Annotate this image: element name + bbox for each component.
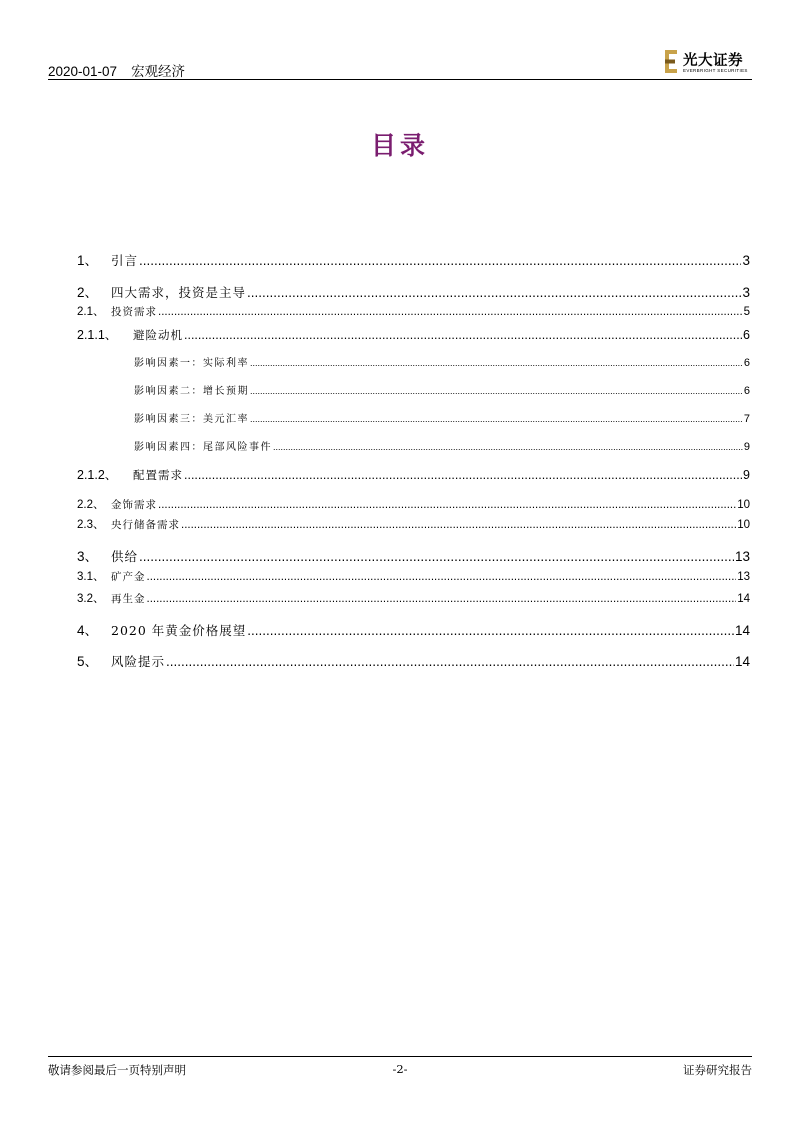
toc-entry-page: 9 bbox=[743, 441, 750, 453]
toc-entry-label: 避险动机 bbox=[133, 328, 183, 342]
toc-entry-number: 3.2、 bbox=[77, 593, 105, 605]
report-date: 2020-01-07 bbox=[48, 64, 118, 79]
toc-leader-dots bbox=[166, 654, 734, 669]
toc-entry-label: 矿产金 bbox=[111, 571, 146, 583]
toc-entry-page: 14 bbox=[734, 654, 750, 669]
toc-entry-number: 3、 bbox=[77, 549, 99, 564]
page-number: -2- bbox=[392, 1062, 408, 1076]
toc-leader-dots bbox=[158, 499, 736, 511]
toc-entry-number: 2、 bbox=[77, 285, 99, 300]
toc-entry[interactable] bbox=[77, 281, 750, 301]
toc-entry-label: 影响因素四：尾部风险事件 bbox=[134, 442, 272, 453]
toc-entry-label: 四大需求，投资是主导 bbox=[111, 285, 247, 300]
toc-entry-page: 6 bbox=[743, 385, 750, 397]
report-header bbox=[48, 60, 185, 80]
toc-entry-number: 1、 bbox=[77, 253, 99, 268]
toc-entry[interactable] bbox=[134, 438, 750, 453]
toc-entry-label: 配置需求 bbox=[133, 468, 183, 482]
toc-entry-number: 2.1.2、 bbox=[77, 468, 118, 482]
toc-entry-page: 13 bbox=[737, 571, 750, 583]
brand-name-cn: 光大证券 bbox=[683, 52, 743, 69]
toc-entry-label: 引言 bbox=[111, 253, 139, 268]
toc-entry[interactable] bbox=[134, 354, 750, 369]
toc-entry-label: 投资需求 bbox=[111, 306, 157, 318]
toc-entry-page: 14 bbox=[734, 623, 750, 638]
toc-entry-number: 2.1、 bbox=[77, 306, 105, 318]
toc-leader-dots bbox=[147, 571, 737, 583]
toc-leader-dots bbox=[247, 285, 741, 300]
toc-entry-page: 9 bbox=[743, 468, 750, 482]
everbright-logo-icon bbox=[665, 50, 677, 73]
toc-entry[interactable] bbox=[77, 465, 750, 483]
toc-entry-page: 13 bbox=[734, 549, 750, 564]
toc-leader-dots bbox=[158, 306, 743, 318]
toc-entry-label: 风险提示 bbox=[111, 654, 166, 669]
footer-report-type: 证券研究报告 bbox=[683, 1063, 752, 1077]
toc-leader-dots bbox=[247, 623, 734, 638]
toc-entry-number: 2.2、 bbox=[77, 499, 105, 511]
toc-entry-label: 再生金 bbox=[111, 593, 146, 605]
page-title: 目录 bbox=[370, 131, 429, 160]
toc-entry-label: 影响因素三：美元汇率 bbox=[134, 414, 249, 425]
toc-entry[interactable] bbox=[77, 249, 750, 269]
brand-name-en: EVERBRIGHT SECURITIES bbox=[683, 68, 748, 73]
everbright-logo bbox=[665, 48, 755, 76]
toc-entry-page: 6 bbox=[743, 328, 750, 342]
footer-disclaimer: 敬请参阅最后一页特别声明 bbox=[48, 1063, 186, 1077]
toc-entry-label: 央行储备需求 bbox=[111, 519, 180, 531]
toc-entry[interactable] bbox=[77, 516, 750, 532]
toc-leader-dots bbox=[184, 468, 742, 482]
toc-entry-label: 供给 bbox=[111, 549, 139, 564]
toc-leader-dots bbox=[181, 519, 736, 531]
toc-leader-dots bbox=[184, 328, 742, 342]
toc-entry[interactable] bbox=[77, 496, 750, 512]
header-divider bbox=[48, 79, 752, 80]
toc-entry[interactable] bbox=[77, 619, 750, 639]
toc-leader-dots bbox=[250, 386, 743, 396]
toc-entry-number: 3.1、 bbox=[77, 571, 105, 583]
toc-leader-dots bbox=[147, 593, 737, 605]
toc-leader-dots bbox=[139, 253, 741, 268]
report-category: 宏观经济 bbox=[131, 64, 186, 79]
toc-entry[interactable] bbox=[77, 568, 750, 584]
toc-entry[interactable] bbox=[77, 590, 750, 606]
toc-entry-number: 5、 bbox=[77, 654, 99, 669]
toc-entry-number: 2.1.1、 bbox=[77, 328, 118, 342]
toc-entry-page: 6 bbox=[743, 357, 750, 369]
toc-entry-page: 7 bbox=[743, 413, 750, 425]
toc-entry-label: 金饰需求 bbox=[111, 499, 157, 511]
toc-entry[interactable] bbox=[77, 303, 750, 319]
toc-entry-number: 2.3、 bbox=[77, 519, 105, 531]
toc-entry[interactable] bbox=[134, 410, 750, 425]
toc-leader-dots bbox=[250, 358, 743, 368]
toc-entry[interactable] bbox=[134, 382, 750, 397]
toc-entry-label: 影响因素一：实际利率 bbox=[134, 358, 249, 369]
toc-leader-dots bbox=[250, 414, 743, 424]
toc-entry-page: 3 bbox=[742, 285, 750, 300]
toc-leader-dots bbox=[139, 549, 734, 564]
toc-entry[interactable] bbox=[77, 325, 750, 343]
toc-entry-page: 14 bbox=[737, 593, 750, 605]
toc-entry-number: 4、 bbox=[77, 623, 99, 638]
toc-entry[interactable] bbox=[77, 545, 750, 565]
toc-entry-page: 10 bbox=[737, 499, 750, 511]
toc-entry-label: 影响因素二：增长预期 bbox=[134, 386, 249, 397]
toc-entry[interactable] bbox=[77, 650, 750, 670]
toc-entry-page: 5 bbox=[743, 306, 750, 318]
toc-leader-dots bbox=[273, 442, 743, 452]
toc-entry-label: 2020 年黄金价格展望 bbox=[111, 623, 247, 638]
toc-entry-page: 3 bbox=[742, 253, 750, 268]
footer-divider bbox=[48, 1056, 752, 1057]
toc-entry-page: 10 bbox=[737, 519, 750, 531]
